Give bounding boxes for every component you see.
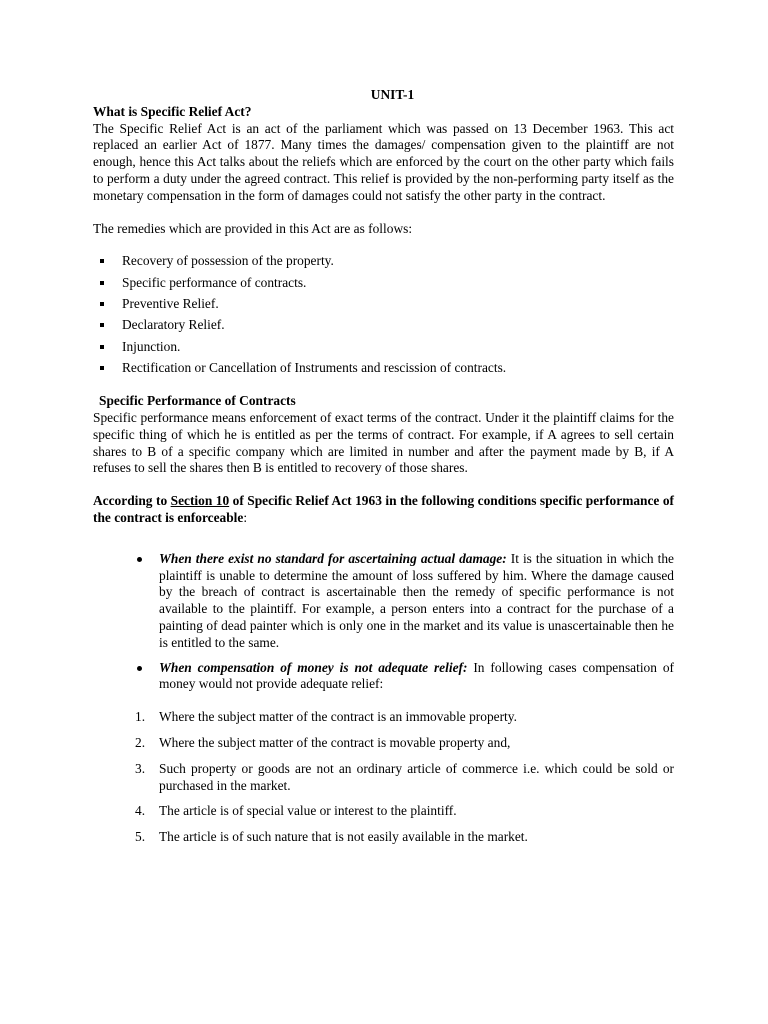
remedies-list	[93, 253, 674, 376]
list-item-text: Specific performance of contracts.	[122, 274, 307, 290]
list-number: 1.	[135, 709, 146, 725]
unit-title: UNIT-1	[370, 87, 415, 102]
list-item-text: Preventive Relief.	[122, 295, 219, 311]
document-content	[93, 87, 674, 855]
section-10-link[interactable]: Section 10	[170, 493, 230, 509]
list-item-text: Declaratory Relief.	[122, 317, 225, 333]
list-item	[93, 317, 674, 334]
conditions-prefix: According to	[93, 493, 171, 509]
bullet-lead: When compensation of money is not adequate relief:	[159, 659, 468, 675]
list-item	[93, 360, 674, 377]
square-bullet-icon	[100, 323, 104, 327]
bullet-text: In following cases compensation of money would not provide adequate relief:	[159, 659, 674, 692]
list-item-text: Rectification or Cancellation of Instruments and rescission of contracts.	[122, 359, 507, 375]
list-item	[93, 296, 674, 313]
list-item-text: Recovery of possession of the property.	[122, 253, 334, 269]
specific-performance-paragraph: Specific performance means enforcement of exact terms of the contract. Under it the plaintiff claims for the specific thing of which he is entitled as per the terms of contract. For example, if A agrees to sell certain shares to B of a specific company which are limited in number and after the payment made by B, if A refuses to sell the shares then B is entitled to recovery of those shares.	[93, 409, 674, 476]
list-item	[93, 253, 674, 270]
list-number: 2.	[135, 734, 146, 750]
list-item-text: Where the subject matter of the contract is movable property and,	[159, 734, 511, 750]
numbered-list	[93, 709, 674, 846]
list-item-text: Where the subject matter of the contract is an immovable property.	[159, 709, 517, 725]
square-bullet-icon	[100, 259, 104, 263]
section-heading-specific-relief-act: What is Specific Relief Act?	[93, 103, 252, 119]
bullet-dot-icon	[137, 557, 142, 562]
list-number: 3.	[135, 760, 146, 776]
bullet-lead: When there exist no standard for ascertaining actual damage:	[159, 550, 507, 566]
list-number: 5.	[135, 829, 146, 845]
bullet-text: It is the situation in which the plaintiff is unable to determine the amount of loss suffered by him. Where the damage caused by the breach of contract is ascertainable then the remedy of specific performance is not available to the plaintiff. For example, a person enters into a contract for the purchase of a painting of dead painter which is only one in the market and its value is unascertainable then he is entitled to the same.	[159, 550, 675, 650]
square-bullet-icon	[100, 302, 104, 306]
conditions-suffix: of Specific Relief Act 1963 in the following conditions specific performance of the contract is enforceable	[93, 493, 675, 525]
list-item	[93, 735, 674, 752]
conditions-colon: :	[243, 509, 248, 525]
list-item-text: Such property or goods are not an ordinary article of commerce i.e. which could be sold or purchased in the market.	[159, 760, 674, 793]
remedies-intro: The remedies which are provided in this Act are as follows:	[93, 220, 413, 236]
bullet-dot-icon	[137, 666, 142, 671]
list-number: 4.	[135, 803, 146, 819]
list-item	[93, 275, 674, 292]
list-item	[93, 709, 674, 726]
intro-paragraph: The Specific Relief Act is an act of the parliament which was passed on 13 December 1963. This act replaced an earlier Act of 1877. Many times the damages/ compensation given to the plaintiff are not enough, hence this Act talks about the reliefs which are enforced by the court on the other party which fails to perform a duty under the agreed contract. This relief is provided by the non-performing party itself as the monetary compensation in the form of damages could not satisfy the other party in the contract.	[93, 120, 674, 203]
square-bullet-icon	[100, 281, 104, 285]
list-item-text: Injunction.	[122, 338, 181, 354]
list-item	[93, 829, 674, 846]
square-bullet-icon	[100, 345, 104, 349]
list-item	[93, 551, 674, 652]
conditions-heading	[93, 493, 674, 527]
list-item	[93, 660, 674, 694]
list-item	[93, 803, 674, 820]
list-item	[93, 761, 674, 795]
list-item	[93, 339, 674, 356]
section-heading-specific-performance: Specific Performance of Contracts	[99, 393, 296, 409]
list-item-text: The article is of such nature that is not easily available in the market.	[159, 829, 528, 845]
square-bullet-icon	[100, 366, 104, 370]
conditions-bullet-list	[93, 551, 674, 693]
list-item-text: The article is of special value or interest to the plaintiff.	[159, 803, 457, 819]
